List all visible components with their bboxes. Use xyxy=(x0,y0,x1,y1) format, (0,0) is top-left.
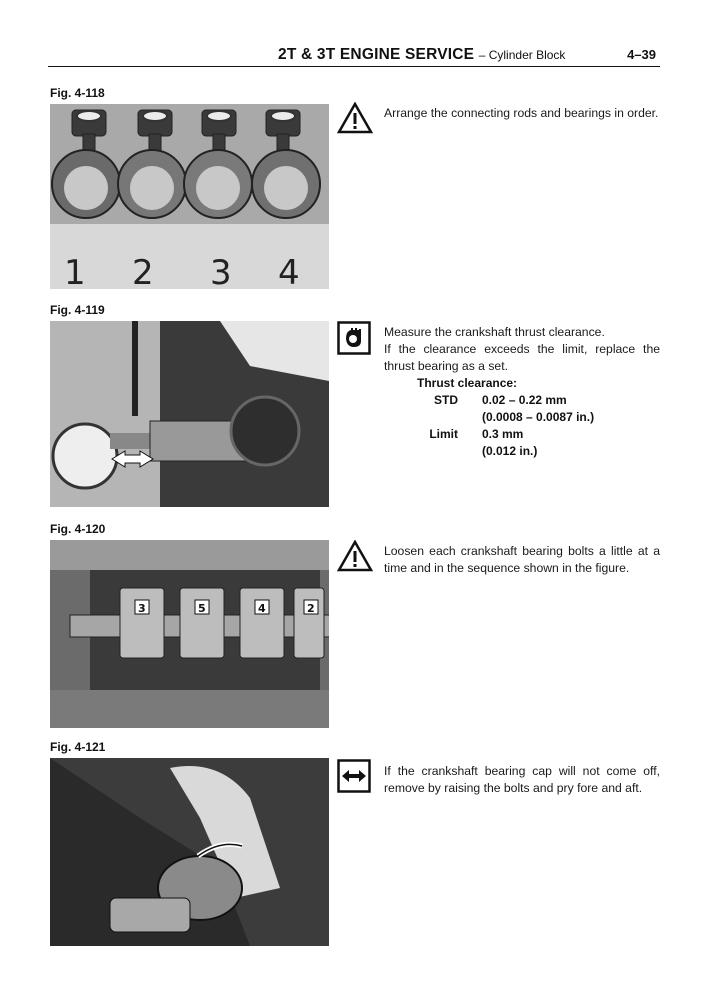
spec-row xyxy=(384,443,660,460)
photo-number: 2 xyxy=(307,602,315,615)
page-number: 4–39 xyxy=(627,47,656,62)
spec-row xyxy=(384,426,660,443)
spec-table xyxy=(384,375,660,460)
figure-label: Fig. 4-118 xyxy=(50,86,105,100)
photo-number: 2 xyxy=(132,253,154,289)
photo-number: 1 xyxy=(64,253,86,289)
spec-value: (0.012 in.) xyxy=(482,444,538,458)
spec-value: 0.02 – 0.22 mm xyxy=(482,393,567,407)
figure-label: Fig. 4-119 xyxy=(50,303,105,317)
page-header xyxy=(48,44,660,67)
instruction-text: Loosen each crankshaft bearing bolts a little at a time and in the sequence shown in the figure. xyxy=(384,544,660,575)
header-subtitle: – Cylinder Block xyxy=(478,48,566,62)
warning-triangle-icon xyxy=(337,540,373,577)
photo-number: 3 xyxy=(210,253,232,289)
spec-value: (0.0008 – 0.0087 in.) xyxy=(482,410,595,424)
instruction-text xyxy=(384,324,660,375)
spec-row xyxy=(384,409,660,426)
spec-value: 0.3 mm xyxy=(482,427,524,441)
header-title xyxy=(278,46,565,64)
measure-hand-icon xyxy=(337,321,371,360)
figure-label: Fig. 4-120 xyxy=(50,522,106,536)
double-arrow-icon xyxy=(337,759,371,798)
instruction-line: If the clearance exceeds the limit, replace the thrust bearing as a set. xyxy=(384,342,660,373)
figure-label: Fig. 4-121 xyxy=(50,740,106,754)
spec-heading: Thrust clearance: xyxy=(417,376,518,390)
photo-number: 5 xyxy=(198,602,206,615)
warning-triangle-icon xyxy=(337,102,373,139)
instruction-text: If the crankshaft bearing cap will not come off, remove by raising the bolts and pry fore and aft. xyxy=(384,764,660,795)
header-title-main: 2T & 3T ENGINE SERVICE xyxy=(278,46,475,63)
instruction-text: Arrange the connecting rods and bearings in order. xyxy=(384,106,659,120)
figure-photo-bearing-bolts xyxy=(50,540,329,728)
spec-label: STD xyxy=(434,393,458,407)
instruction-line: Measure the crankshaft thrust clearance. xyxy=(384,325,605,339)
figure-photo-connecting-rods xyxy=(50,104,329,289)
spec-row xyxy=(384,392,660,409)
spec-label: Limit xyxy=(429,427,458,441)
photo-number: 3 xyxy=(138,602,146,615)
photo-number: 4 xyxy=(278,253,300,289)
photo-number: 4 xyxy=(258,602,266,615)
figure-photo-pry-cap xyxy=(50,758,329,946)
figure-photo-thrust-clearance xyxy=(50,321,329,507)
